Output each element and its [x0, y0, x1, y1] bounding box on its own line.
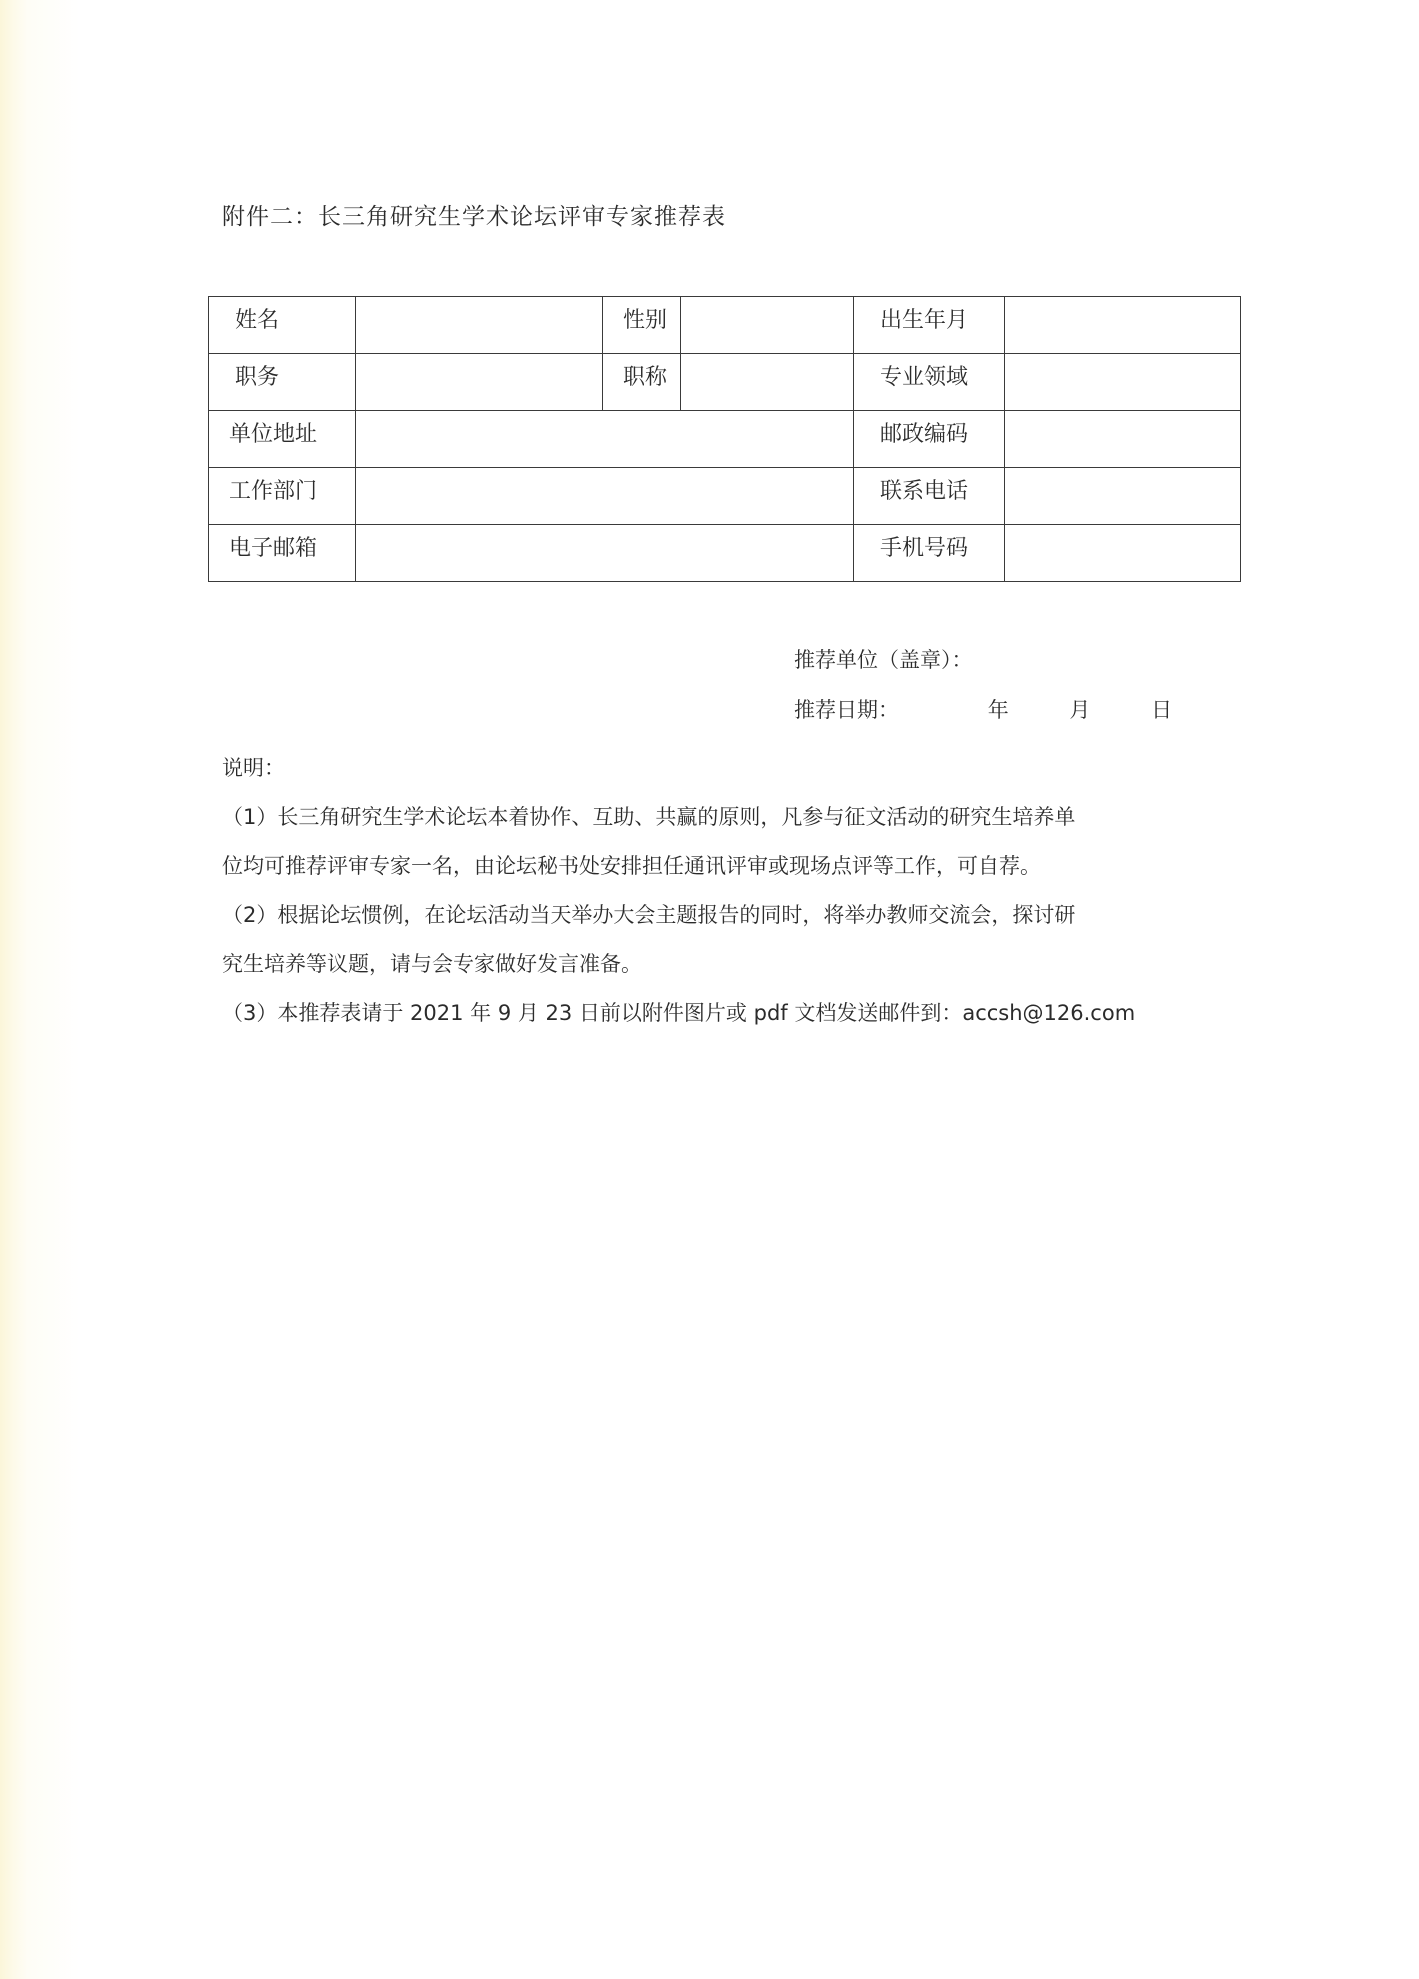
field-birth-date[interactable]	[1005, 297, 1241, 354]
field-postal-code[interactable]	[1005, 411, 1241, 468]
label-field-of-expertise: 专业领域	[854, 354, 1005, 411]
document-title: 附件二：长三角研究生学术论坛评审专家推荐表	[222, 204, 726, 230]
label-birth-date: 出生年月	[854, 297, 1005, 354]
day-label: 日	[1151, 698, 1173, 722]
expert-recommendation-form	[208, 296, 1241, 582]
field-gender[interactable]	[681, 297, 854, 354]
field-contact-phone[interactable]	[1005, 468, 1241, 525]
field-name[interactable]	[356, 297, 603, 354]
note-line: （3）本推荐表请于 2021 年 9 月 23 日前以附件图片或 pdf 文档发送邮件到：accsh@126.com	[222, 1001, 1136, 1025]
label-unit-address: 单位地址	[209, 411, 356, 468]
notes-section	[222, 744, 1242, 1038]
recommending-unit-line	[794, 644, 973, 674]
note-line: 位均可推荐评审专家一名，由论坛秘书处安排担任通讯评审或现场点评等工作，可自荐。	[222, 854, 1041, 878]
form-row-address	[209, 411, 1241, 468]
recommendation-date-label: 推荐日期：	[794, 698, 899, 722]
label-name: 姓名	[209, 297, 356, 354]
recommendation-date-line	[794, 694, 1172, 724]
form-row-position	[209, 354, 1241, 411]
label-postal-code: 邮政编码	[854, 411, 1005, 468]
label-title: 职称	[603, 354, 681, 411]
note-line: （2）根据论坛惯例，在论坛活动当天举办大会主题报告的同时，将举办教师交流会，探讨研	[222, 903, 1076, 927]
field-mobile[interactable]	[1005, 525, 1241, 582]
notes-heading: 说明：	[222, 756, 285, 780]
field-title[interactable]	[681, 354, 854, 411]
year-label: 年	[987, 698, 1009, 722]
label-contact-phone: 联系电话	[854, 468, 1005, 525]
form-row-department	[209, 468, 1241, 525]
label-position: 职务	[209, 354, 356, 411]
note-line: 究生培养等议题，请与会专家做好发言准备。	[222, 952, 642, 976]
form-row-name	[209, 297, 1241, 354]
field-position[interactable]	[356, 354, 603, 411]
form-row-email	[209, 525, 1241, 582]
recommending-unit-label: 推荐单位（盖章）：	[794, 648, 973, 672]
label-department: 工作部门	[209, 468, 356, 525]
note-line: （1）长三角研究生学术论坛本着协作、互助、共赢的原则，凡参与征文活动的研究生培养单	[222, 805, 1076, 829]
field-field-of-expertise[interactable]	[1005, 354, 1241, 411]
label-mobile: 手机号码	[854, 525, 1005, 582]
label-gender: 性别	[603, 297, 681, 354]
field-department[interactable]	[356, 468, 854, 525]
field-unit-address[interactable]	[356, 411, 854, 468]
field-email[interactable]	[356, 525, 854, 582]
month-label: 月	[1069, 698, 1091, 722]
label-email: 电子邮箱	[209, 525, 356, 582]
